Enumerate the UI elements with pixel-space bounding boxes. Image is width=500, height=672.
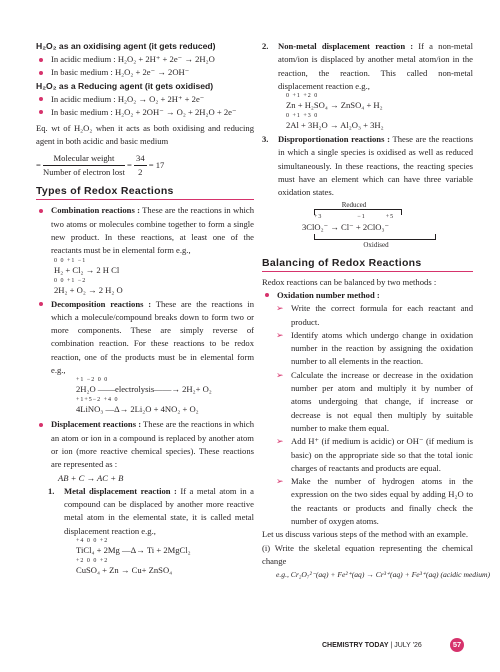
- equation: 2Al + 3H₂O → Al₂O₃ + 3H₂: [286, 120, 384, 131]
- oxidation-states: 0 0 +1 −1: [54, 257, 87, 264]
- equation: H₂ + Cl₂ → 2 H Cl: [54, 264, 120, 275]
- oxidised-label: Oxidised: [363, 240, 389, 249]
- oxidation-states: +4 0 0 +2: [76, 538, 109, 545]
- metal-displacement-paragraph: [36, 485, 254, 538]
- oxidation-states: +2 0 0 +2: [76, 558, 109, 565]
- equation: Zn + H₂SO₄ → ZnSO₄ + H₂: [286, 100, 383, 111]
- nonmetal-displacement-paragraph: [262, 40, 473, 93]
- page-number: 57: [450, 638, 464, 652]
- list-item: In acidic medium : H₂O₂ → O₂ + 2H⁺ + 2e⁻: [36, 93, 254, 106]
- arrow-bullet-icon: ➢: [276, 303, 284, 314]
- equation: 3ClO₂⁻ → Cl⁻ + 2ClO₃⁻: [302, 221, 389, 232]
- eq-wt-result: = 17: [148, 159, 165, 170]
- combination-paragraph: [36, 204, 254, 257]
- disproportionation-lead: Disproportionation reactions :: [278, 134, 390, 145]
- fraction-denominator: Number of electron lost: [43, 167, 125, 178]
- step-i-text: (i) Write the skeletal equation representing the chemical change: [262, 542, 473, 566]
- step-item: [276, 435, 473, 475]
- magazine-name: CHEMISTRY TODAY: [322, 642, 389, 649]
- oxidation-states: +1 −2 0 0: [76, 377, 109, 384]
- list-item: In acidic medium : H₂O₂ + 2H⁺ + 2e⁻ → 2H₂O: [36, 53, 254, 66]
- arrow-bullet-icon: ➢: [276, 476, 284, 487]
- discuss-text: Let us discuss various steps of the method with an example.: [262, 529, 468, 540]
- displacement-lead: Displacement reactions :: [51, 419, 142, 430]
- disproportionation-paragraph: [262, 133, 473, 199]
- h2o2-oxidising-heading: H₂O₂ as an oxidising agent (it gets reduced): [36, 41, 216, 51]
- decomposition-paragraph: [36, 298, 254, 378]
- eq-wt-text: Eq. wt of H₂O₂ when it acts as both oxidising and reducing agent in both acidic and basic medium: [36, 123, 254, 147]
- displacement-text: These are the reactions in which an atom or ion in a compound is replaced by another atom or ion (more reactive chemical species). These reactions are represented as :: [51, 419, 255, 470]
- arrow-bullet-icon: ➢: [276, 369, 284, 380]
- metal-displacement-lead: Metal displacement reaction :: [64, 485, 177, 496]
- item-number: 2.: [262, 41, 269, 51]
- h2o2-reducing-heading: H₂O₂ as a Reducing agent (it gets oxidised): [36, 80, 214, 91]
- equation: CuSO₄ + Zn → Cu+ ZnSO₄: [76, 565, 173, 576]
- oxidation-states: 0 +1 +2 0: [286, 93, 319, 100]
- oxidation-states: +3 −1 +5: [314, 213, 395, 220]
- step-text: Write the correct formula for each reactant and product.: [291, 303, 473, 327]
- step-text: Identify atoms which undergo change in oxidation number in the reaction by assigning the oxidation number to all elements in the reaction.: [291, 329, 473, 367]
- metal-displacement-text: If a metal atom in a compound can be displaced by another more reactive metal atom in the elemental state, it is called metal displacement reaction e.g.,: [64, 485, 254, 536]
- fraction-denominator-value: 2: [138, 167, 143, 178]
- item-number: 1.: [48, 485, 55, 496]
- eq-wt-formula: = $\frac{\text{Molecular weight}}{\text{Number of electron lost}}$ = $\frac{34}{2}$ = 17: [36, 152, 254, 180]
- equation: 2H₂O ——electrolysis——→ 2H₂+ O₂: [76, 384, 212, 395]
- displacement-formula: AB + C → AC + B: [58, 472, 124, 483]
- oxidised-bracket: [314, 234, 436, 240]
- oxidation-states: 0 +1 +3 0: [286, 113, 319, 120]
- footer: [322, 642, 422, 649]
- step-item: [276, 329, 473, 369]
- list-item: In basic medium : H₂O₂ + 2e⁻ → 2OH⁻: [36, 66, 254, 79]
- displacement-paragraph: [36, 418, 254, 471]
- list-item: In basic medium : H₂O₂ + 2OH⁻ → O₂ + 2H₂O + 2e⁻: [36, 106, 254, 119]
- arrow-bullet-icon: ➢: [276, 329, 284, 340]
- section-title-types: Types of Redox Reactions: [36, 185, 254, 200]
- arrow-bullet-icon: ➢: [276, 436, 284, 447]
- disproportionation-diagram: [302, 201, 473, 251]
- combination-lead: Combination reactions :: [51, 205, 140, 216]
- fraction-numerator-value: 34: [134, 152, 147, 166]
- decomposition-text: These are the reactions in which a molecule/compound breaks down to form two or more components. These are simply reverse of combination reaction. For these reactions to be redox reaction, one of the products must be in elemental form e.g.,: [51, 298, 254, 376]
- oxidation-number-method: [262, 289, 473, 302]
- equation: TiCl₄ + 2Mg —Δ→ Ti + 2MgCl₂: [76, 545, 191, 556]
- step-item: [276, 369, 473, 435]
- left-column: [36, 40, 254, 578]
- section-title-balancing: Balancing of Redox Reactions: [262, 257, 473, 272]
- step-item: [276, 302, 473, 329]
- oxidation-states: +1+5−2 +4 0: [76, 397, 119, 404]
- nonmetal-displacement-lead: Non-metal displacement reaction :: [278, 41, 414, 51]
- example-equation: e.g., Cr₂O₇²⁻(aq) + Fe²⁺(aq) → Cr³⁺(aq) + Fe³⁺(aq) (acidic medium): [276, 570, 491, 580]
- nonmetal-displacement-text: If a non-metal atom/ion is displaced by another metal atom/ion in the reaction, the reaction. This called non-metal displacement reaction e.g.,: [278, 41, 473, 91]
- step-text: Add H⁺ (if medium is acidic) or OH⁻ (if medium is basic) on the appropriate side so that the total ionic charges of reactants and products are equal.: [291, 436, 473, 473]
- decomposition-lead: Decomposition reactions :: [51, 298, 152, 309]
- oxidation-states: 0 0 +1 −2: [54, 277, 87, 284]
- step-item: [276, 475, 473, 528]
- equation: 4LiNO₃ —Δ→ 2Li₂O + 4NO₂ + O₂: [76, 404, 199, 415]
- step-text: Make the number of hydrogen atoms in the expression on the two sides equal by adding H₂O to the reactants or products and finally check the number of oxygen atoms.: [291, 476, 473, 527]
- balancing-intro: Redox reactions can be balanced by two methods :: [262, 276, 437, 287]
- method-lead: Oxidation number method :: [277, 289, 380, 300]
- combination-text: These are the reactions in which two atoms or molecules combine together to form a single new product. In these reactions, at least one of the reactants must be in elemental form e.g.,: [51, 205, 254, 256]
- item-number: 3.: [262, 134, 269, 145]
- issue-date: | JULY '26: [388, 642, 422, 649]
- disproportionation-text: These are the reactions in which a single species is oxidised as well as reduced simultaneously. In these reactions, the reacting species must have an element which can have three variable oxidation states.: [278, 134, 473, 198]
- step-text: Calculate the increase or decrease in the oxidation number per atom and multiply it by number of atoms undergoing that change, if increase or decrease is not equal then multiply by suitable number to make them equal.: [291, 369, 473, 433]
- reduced-label: Reduced: [341, 200, 367, 209]
- right-column: [262, 40, 491, 582]
- equation: 2H₂ + O₂ → 2 H₂ O: [54, 284, 123, 295]
- fraction-numerator: Molecular weight: [43, 152, 125, 166]
